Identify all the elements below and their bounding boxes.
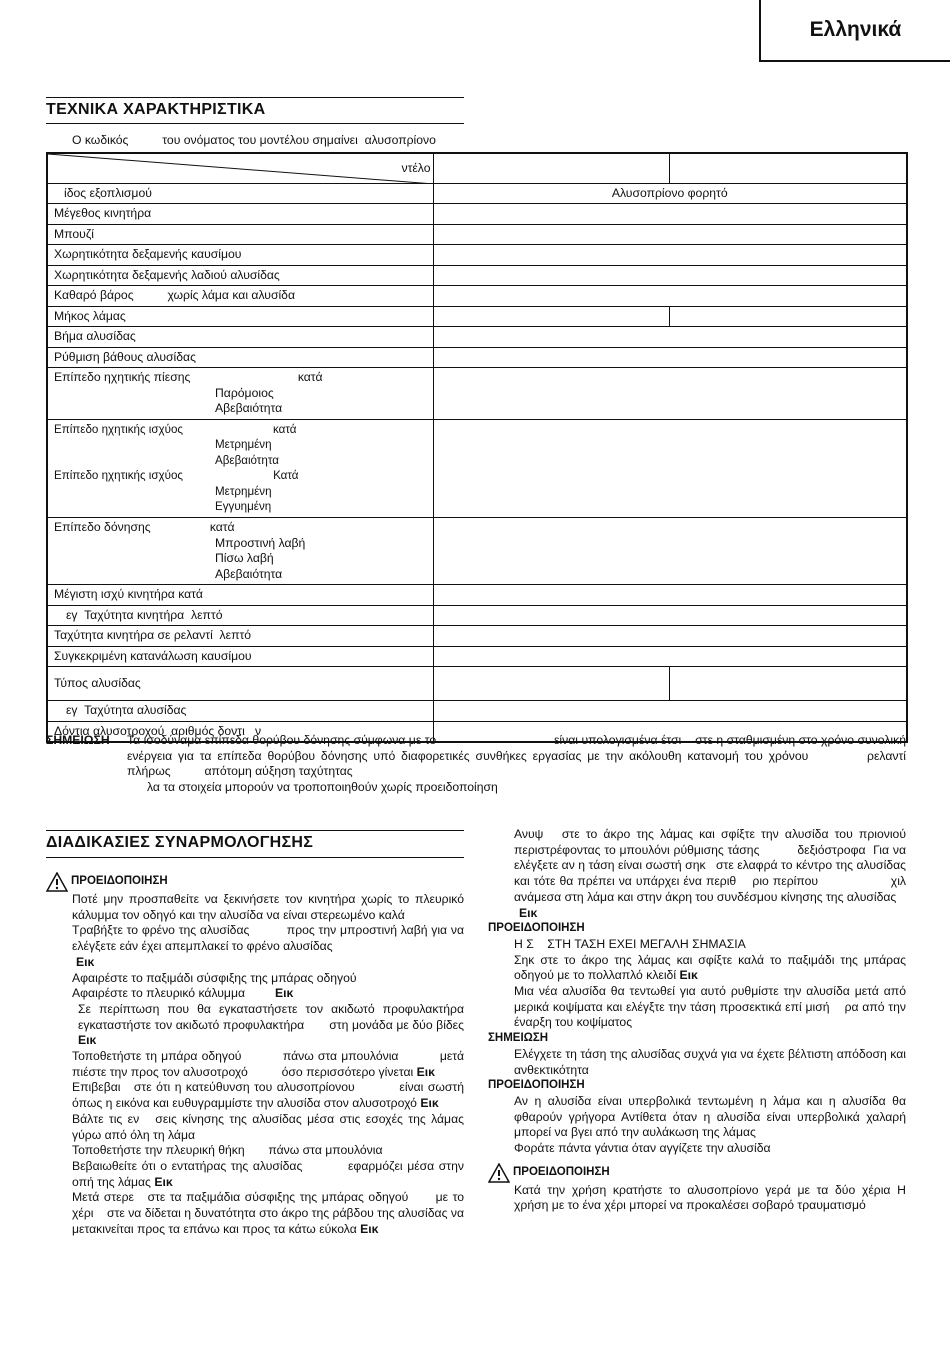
assembly-title: ΔΙΑΔΙΚΑΣΙΕΣ ΣΥΝΑΡΜΟΛΟΓΗΣΗΣ [46,830,464,858]
chain-type-value-1 [433,667,669,701]
assembly-right-column [488,827,940,1214]
spec-row-value [433,347,907,368]
spec-row-value [433,585,907,606]
paragraph: Τοποθετήστε την πλευρική θήκη πάνω στα μπουλόνια [72,1143,383,1158]
spec-row-value [433,245,907,266]
warning-triangle-icon [488,1163,510,1183]
language-label: Ελληνικά [809,18,902,41]
diagonal-line [48,154,434,184]
paragraph: Σε περίπτωση που θα εγκαταστήσετε τον ακιδωτό προφυλακτήρα εγκαταστήστε τον ακιδωτό προφυλακτήρα στη μονάδα με δύο βίδες Εικ [78,1001,522,1048]
paragraph: Ανυψ στε το άκρο της λάμας και σφίξτε την αλυσίδα του πριονιού περιστρέφοντας το μπουλόνι ρύθμισης τάσης δεξιόστροφα Για να ελέγξετε αν η τάση είναι σωστή σηκ στε ελαφρά το κέντρο της αλυσίδας και τότε θα πρέπει να υπάρχει ένα περιθ ριο περίπου χιλ ανάμεσα στη λάμα και στην άκρη του συνδέσμου κίνησης της αλυσίδας Εικ [514,827,940,920]
paragraph: Αν η αλυσίδα είναι υπερβολικά τεντωμένη η λάμα και η αλυσίδα θα φθαρούν γρήγορα Αντίθετα όταν η αλυσίδα είναι υπερβολικά χαλαρή μπορεί να βγει από την αυλάκωση της λάμας [514,1093,906,1140]
warning-heading: ΠΡΟΕΙΔΟΠΟΙΗΣΗ [488,1163,906,1183]
paragraph: Επιβεβαι στε ότι η κατεύθυνση του αλυσοπρίονου είναι σωστή όπως η εικόνα και ευθυγραμμίστε την αλυσίδα στον αλυσοτροχό Εικ [72,1080,468,1111]
noise-pressure-value [433,368,907,420]
spec-row-value [433,286,907,307]
paragraph: Τραβήξτε το φρένο της αλυσίδας προς την μπροστινή λαβή για να ελέγξετε εάν έχει απεμπλακεί το φρένο αλυσίδας Εικ [72,923,468,969]
noise-power-cell: Επίπεδο ηχητικής ισχύος κατά Μετρημένη Αβεβαιότητα Επίπεδο ηχητικής ισχύος Κατά Μετρημένη Εγγυημένη [47,419,433,518]
spec-row-label: εγ Ταχύτητα αλυσίδας [47,701,433,722]
language-tab [759,0,950,62]
spec-row-label: Συγκεκριμένη κατανάλωση καυσίμου [47,646,433,667]
spec-row-label: Μέγιστη ισχύ κινητήρα κατά [47,585,433,606]
note-text-2: λα τα στοιχεία μπορούν να τροποποιηθούν χωρίς προειδοποίηση [147,779,498,794]
spec-row-value [433,224,907,245]
spec-row-label: Καθαρό βάρος χωρίς λάμα και αλυσίδα [47,286,433,307]
noise-power-value [433,419,907,518]
spec-row-label: Ταχύτητα κινητήρα σε ρελαντί λεπτό [47,626,433,647]
spec-row-value [433,646,907,667]
warning-heading: ΠΡΟΕΙΔΟΠΟΙΗΣΗ [46,872,464,892]
specs-intro: Ο κωδικός του ονόματος του μοντέλου σημαίνει αλυσοπρίονο [72,133,436,147]
paragraph: Μια νέα αλυσίδα θα τεντωθεί για αυτό ρυθμίστε την αλυσίδα μετά από μερικά κοψίματα και ελέγξτε την τάση προσεκτικά επί μισή ρα από την έναρξη του κοψίματος [514,984,910,1030]
spec-row-value [669,306,907,327]
paragraph: Φοράτε πάντα γάντια όταν αγγίζετε την αλυσίδα [514,1141,771,1156]
spec-row-label: Μπουζί [47,224,433,245]
note-heading: ΣΗΜΕΙΩΣΗ [488,1032,549,1045]
noise-pressure-cell: Επίπεδο ηχητικής πίεσης κατά Παρόμοιος Αβεβαιότητα [47,368,433,420]
paragraph: Κατά την χρήση κρατήστε το αλυσοπρίονο γερά με τα δύο χέρια Η χρήση με το ένα χέρι μπορεί να προκαλέσει σοβαρό τραυματισμό [514,1182,906,1213]
paragraph: Μετά στερε στε τα παξιμάδια σύσφιξης της μπάρας οδηγού με το χέρι στε να δίδεται η δυνατότητα στο άκρο της ράβδου της αλυσίδας να μετακινείται προς τα επάνω και προς τα κάτω εύκολα Εικ [72,1190,468,1236]
spec-row-label: Μήκος λάμας [47,306,433,327]
paragraph: Τοποθετήστε τη μπάρα οδηγού πάνω στα μπουλόνια μετά πιέστε την προς τον αλυσοτροχό όσο περισσότερο γίνεται Εικ [72,1049,468,1079]
warning-heading: ΠΡΟΕΙΔΟΠΟΙΗΣΗ [488,922,585,935]
model-col-2 [669,153,907,183]
spec-row-label: ίδος εξοπλισμού [47,183,433,204]
spec-row-value [433,204,907,225]
spec-row-label: Μέγεθος κινητήρα [47,204,433,225]
paragraph: Ελέγχετε τη τάση της αλυσίδας συχνά για να έχετε βέλτιστη απόδοση και ανθεκτικότητα [514,1046,906,1077]
spec-row-label: εγ Ταχύτητα κινητήρα λεπτό [47,605,433,626]
paragraph: Σηκ στε το άκρο της λάμας και σφίξτε καλά το παξιμάδι της μπάρας οδηγού με το πολλαπλό κλειδί Εικ [514,952,906,983]
spec-row-label: Δόντια αλυσοτροχού αριθμός δοντι ν [47,721,433,742]
specs-title: ΤΕΧΝΙΚΑ ΧΑΡΑΚΤΗΡΙΣΤΙΚΑ [46,97,464,124]
warning-triangle-icon [46,872,68,892]
spec-table [46,152,908,743]
paragraph: Ποτέ μην προσπαθείτε να ξεκινήσετε τον κινητήρα χωρίς το πλευρικό κάλυμμα τον οδηγό και την αλυσίδα να είναι στερεωμένο καλά [72,892,464,922]
paragraph: Αφαιρέστε το πλευρικό κάλυμμα Εικ [72,986,294,1001]
chain-type-label: Τύπος αλυσίδας [47,667,433,701]
spec-row-label: Βήμα αλυσίδας [47,327,433,348]
model-header-cell [47,153,433,183]
spec-row-value [433,701,907,722]
spec-row-value: Αλυσοπρίονο φορητό [433,183,907,204]
model-col-1 [433,153,669,183]
paragraph: Βεβαιωθείτε ότι ο εντατήρας της αλυσίδας εφαρμόζει μέσα στην οπή της λάμας Εικ [72,1158,468,1189]
vibration-cell: Επίπεδο δόνησης κατά Μπροστινή λαβή Πίσω λαβή Αβεβαιότητα [47,518,433,585]
note-text: Τα ισοδύναμα επίπεδα θορύβου δόνησης σύμφωνα με το είναι υπολογισμένα έτσι στε η σταθμισμένη στο χρόνο συνολική ενέργεια για τα επίπεδα θορύβου δόνησης υπό διαφορετικές συνθήκες εργασίας με την ακόλουθη κατανομή του χρόνου ρελαντί πλήρως απότομη αύξηση ταχύτητας [127,733,940,779]
paragraph: Βάλτε τις εν σεις κίνησης της αλυσίδας μέσα στις εσοχές της λάμας γύρω από όλη τη λάμα [72,1111,468,1142]
vibration-value [433,518,907,585]
spec-row-label: Χωρητικότητα δεξαμενής καυσίμου [47,245,433,266]
spec-row-label: Ρύθμιση βάθους αλυσίδας [47,347,433,368]
spec-row-value [433,605,907,626]
spec-row-label: Χωρητικότητα δεξαμενής λαδιού αλυσίδας [47,265,433,286]
warning-heading: ΠΡΟΕΙΔΟΠΟΙΗΣΗ [488,1079,585,1092]
note-label: ΣΗΜΕΙΩΣΗ [46,733,110,747]
paragraph: Η Σ ΣΤΗ ΤΑΣΗ ΕΧΕΙ ΜΕΓΑΛΗ ΣΗΜΑΣΙΑ [514,936,746,951]
specs-note [46,733,940,795]
spec-row-value [433,306,669,327]
spec-row-value [433,626,907,647]
chain-type-value-2 [669,667,907,701]
spec-row-value [433,327,907,348]
spec-row-value [433,265,907,286]
paragraph: Αφαιρέστε το παξιμάδι σύσφιξης της μπάρας οδηγού [72,970,357,985]
model-header-label: ντέλο [401,161,431,175]
